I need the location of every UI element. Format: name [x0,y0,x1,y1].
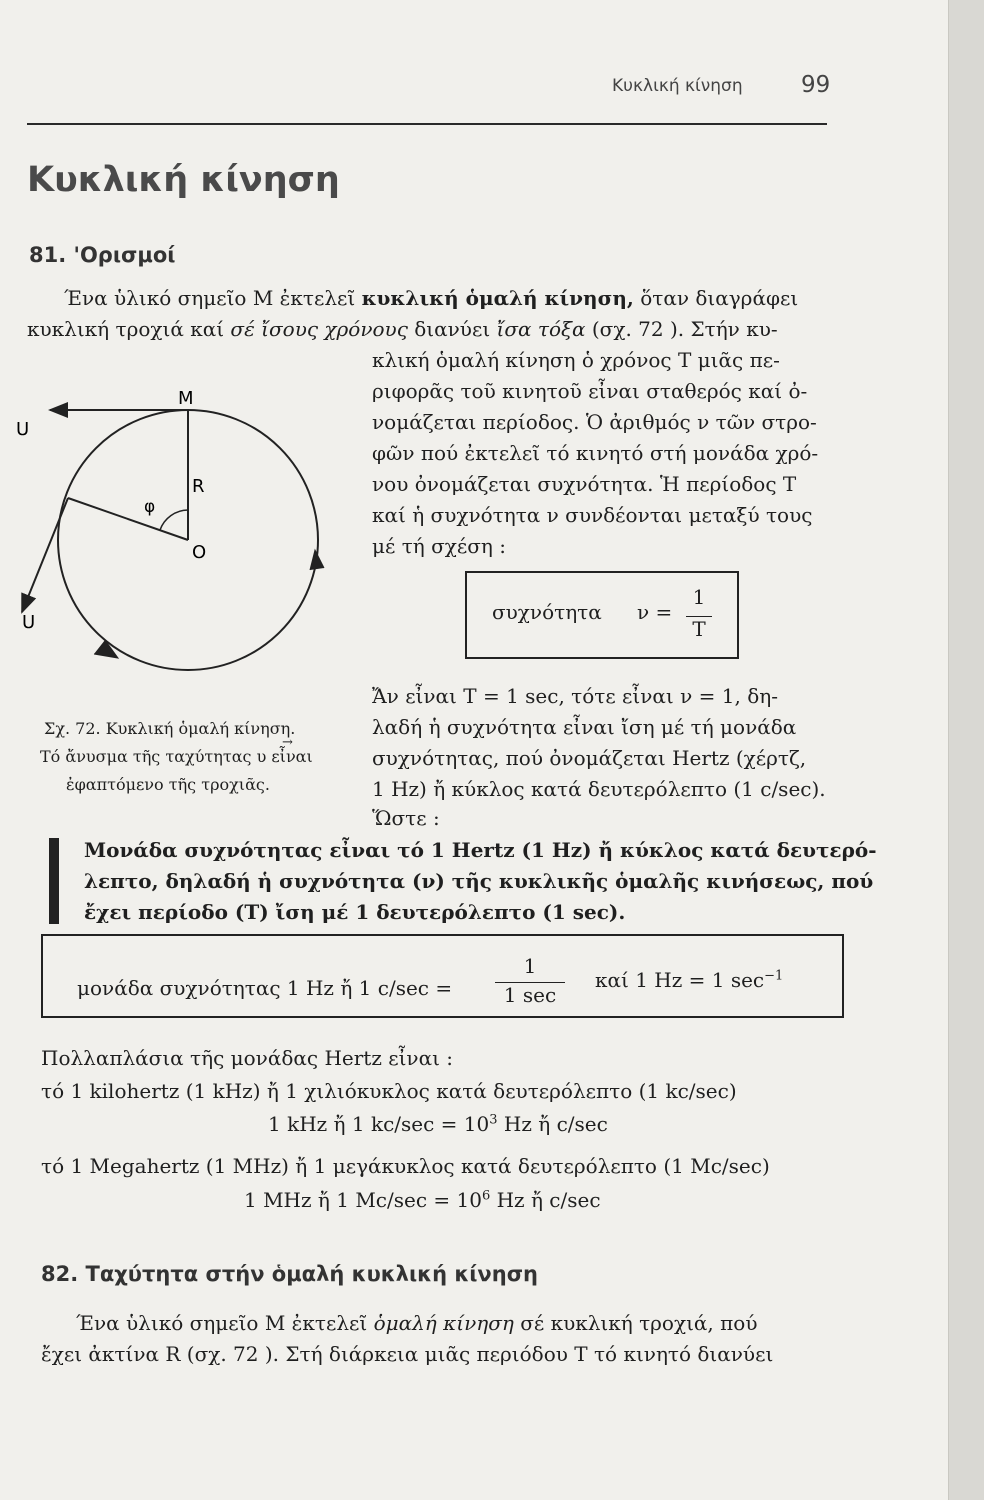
unit-definition-box [41,934,844,1018]
paragraph-line: τό 1 Megahertz (1 MHz) ἤ 1 μεγάκυκλος κατά δευτερόλεπτο (1 Mc/sec) [41,1154,770,1178]
paragraph-line: νου ὀνομάζεται συχνότητα. Ἡ περίοδος Τ [372,472,797,496]
paragraph-line: 1 Hz) ἤ κύκλος κατά δευτερόλεπτο (1 c/sec). [372,777,826,801]
running-title: Κυκλική κίνηση [612,76,743,96]
formula-numerator: 1 [692,585,706,609]
bold-statement-line: Μονάδα συχνότητας εἶναι τό 1 Hertz (1 Hz) ἤ κύκλος κατά δευτερό- [84,838,877,862]
emphasis-bar [49,838,59,924]
paragraph-line: μέ τή σχέση : [372,534,506,558]
figure-caption-line: Τό ἄνυσμα τῆς ταχύτητας υ εἶναι [40,747,313,766]
paragraph-line: λαδή ἡ συχνότητα εἶναι ἴση μέ τή μονάδα [372,715,797,739]
unit-box-numerator: 1 [523,954,537,978]
unit-box-text: καί 1 Hz = 1 $\sec^{-1}$ [595,968,784,992]
paragraph-line: καί ἡ συχνότητα ν συνδέονται μεταξύ τους [372,503,813,527]
frequency-formula-box [465,571,739,659]
paragraph-line: ἔχει ἀκτίνα R (σχ. 72 ). Στή διάρκεια μιᾶς περιόδου Τ τό κινητό διανύει [41,1342,774,1366]
direction-arrow-right [310,550,324,570]
equation-line: 1 kHz ἤ 1 $kc/\sec = 10^3$ Hz ἤ c/sec [268,1112,608,1136]
label-o: O [192,542,207,563]
bold-statement-line: ἔχει περίοδο (Τ) ἴση μέ 1 δευτερόλεπτο (1 sec). [84,900,626,924]
paragraph-line: φῶν πού ἐκτελεῖ τό κινητό στή μονάδα χρό- [372,441,819,465]
label-m: M [178,390,194,409]
page-number: 99 [801,72,831,98]
paragraph-line: τό 1 kilohertz (1 kHz) ἤ 1 χιλιόκυκλος κατά δευτερόλεπτο (1 kc/sec) [41,1079,737,1103]
paragraph-line: Ένα ὑλικό σημεῖο Μ ἐκτελεῖ κυκλική ὁμαλή κίνηση, ὅταν διαγράφει [64,286,799,310]
paragraph-line: Ὥστε : [372,806,440,830]
velocity-vector-left [22,498,68,612]
angle-arc [160,510,188,530]
section-82-title: 82. Ταχύτητα στήν ὁμαλή κυκλική κίνηση [41,1262,538,1286]
label-u-left: U [22,612,36,633]
section-81-title: 81. 'Ορισμοί [29,243,176,267]
paragraph-line: συχνότητας, πού ὀνομάζεται Hertz (χέρτζ, [372,746,807,770]
radius-line [68,498,188,540]
paragraph-line: κλική ὁμαλή κίνηση ὁ χρόνος Τ μιᾶς πε- [372,348,780,372]
paragraph-line: κυκλική τροχιά καί σέ ἴσους χρόνους διανύει ἴσα τόξα (σχ. 72 ). Στήν κυ- [27,317,778,341]
paragraph-line: Ένα ὑλικό σημεῖο Μ ἐκτελεῖ ὁμαλή κίνηση σέ κυκλική τροχιά, πού [76,1311,758,1335]
formula-denominator: T [692,617,706,641]
chapter-title: Κυκλική κίνηση [27,160,340,200]
paragraph-line: νομάζεται περίοδος. Ὁ ἀριθμός ν τῶν στρο- [372,410,817,434]
unit-box-denominator: 1 sec [503,983,557,1007]
direction-arrow-bottom [94,640,118,658]
label-u-top: U [16,419,30,440]
equation-line: 1 MHz ἤ 1 $Mc/\sec = 10^6$ Hz ἤ c/sec [244,1188,601,1212]
formula-label: συχνότητα [492,600,602,624]
bold-statement-line: λεπτο, δηλαδή ἡ συχνότητα (ν) τῆς κυκλικῆς ὁμαλῆς κινήσεως, πού [84,869,874,893]
unit-box-text: μονάδα συχνότητας 1 Hz ἤ 1 c/sec = [77,976,453,1000]
figure-caption-line: ἐφαπτόμενο τῆς τροχιᾶς. [66,775,270,794]
paragraph-line: Ἄν εἶναι Τ = 1 sec, τότε εἶναι ν = 1, δη- [372,684,778,708]
header-rule [27,123,827,125]
paragraph-line: ριφορᾶς τοῦ κινητοῦ εἶναι σταθερός καί ὀ- [372,379,808,403]
paragraph-line: Πολλαπλάσια τῆς μονάδας Hertz εἶναι : [41,1046,454,1070]
book-page-edge [948,0,984,1500]
formula-lhs: ν = [637,600,673,624]
figure-caption-line: Σχ. 72. Κυκλική ὁμαλή κίνηση. [44,719,296,738]
circular-motion-figure [10,390,360,690]
label-phi: φ [144,497,156,517]
label-r: R [192,476,205,497]
vector-arrow: → [282,735,293,750]
